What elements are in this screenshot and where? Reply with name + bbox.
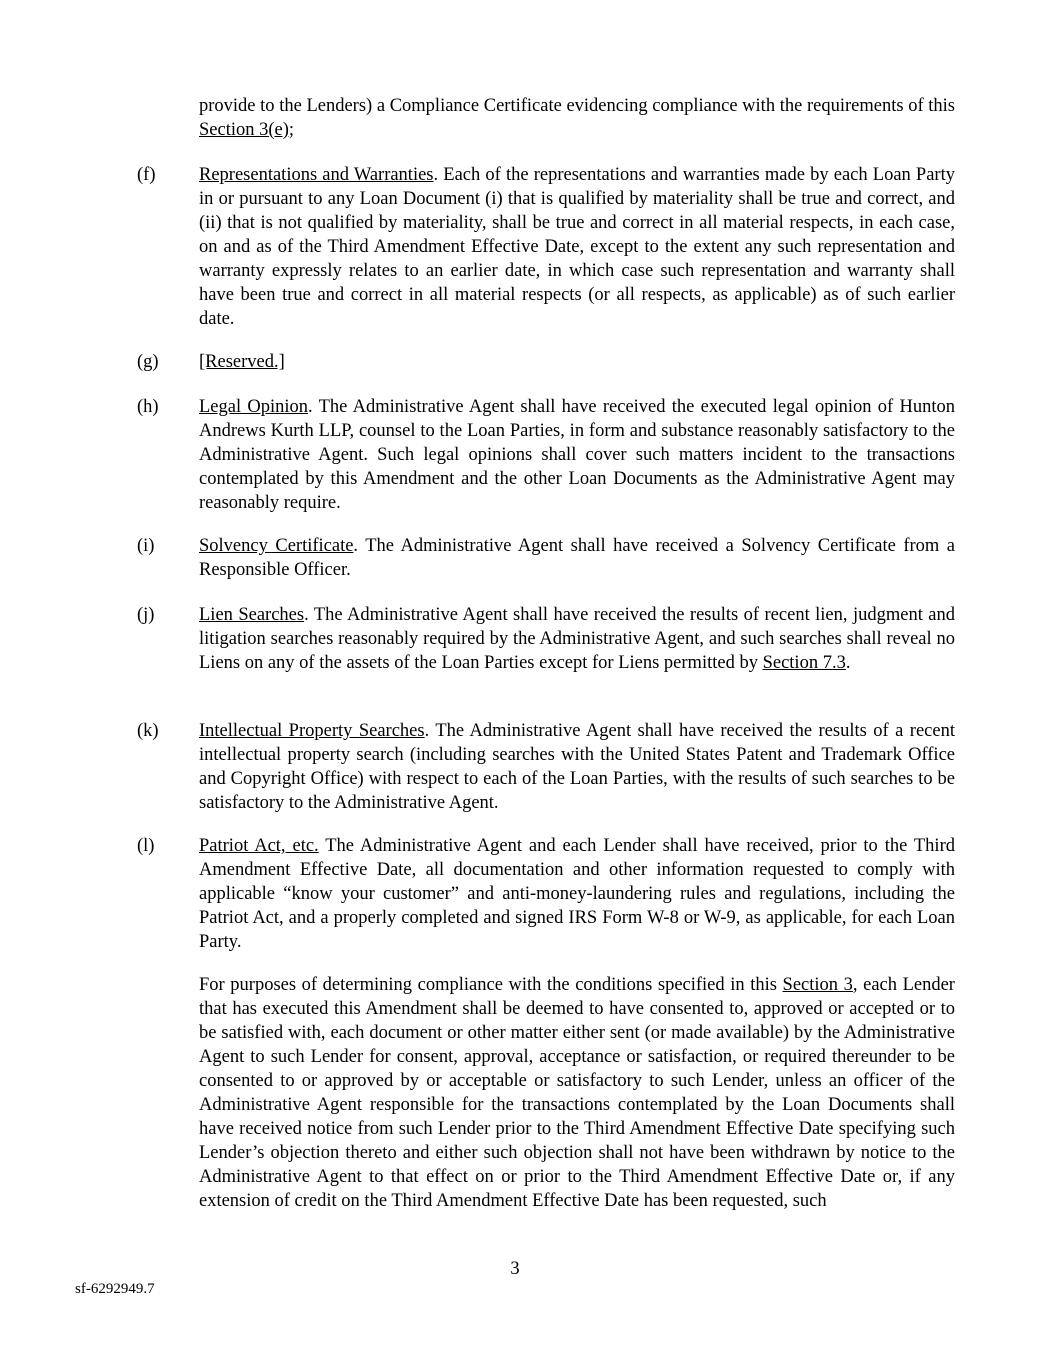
document-id: sf-6292949.7 (75, 1281, 155, 1297)
item-h-heading: Legal Opinion (199, 397, 309, 417)
item-j-heading: Lien Searches (199, 605, 305, 625)
section-reference: Section 3 (782, 975, 853, 995)
item-f-paragraph (199, 163, 955, 331)
item-j-body: . The Administrative Agent shall have received the results of recent lien, judgment and litigation searches reasonably required by the Administrative Agent, and such searches shall reveal no Liens on any of the assets of the Loan Parties except for Liens permitted by (199, 605, 955, 673)
item-label-f: (f) (137, 165, 156, 185)
intro-text-end: ; (288, 120, 295, 140)
closing-text-end: , each Lender that has executed this Amendment shall be deemed to have consented to, approved or accepted or to be satisfied with, each document or other matter either sent (or made available) by the Administrative Agent to such Lender for consent, approval, acceptance or satisfaction, or required thereunder to be consented to or approved by or acceptable or satisfactory to such Lender, unless an officer of the Administrative Agent responsible for the transactions contemplated by the Loan Documents shall have received notice from such Lender prior to the Third Amendment Effective Date specifying such Lender’s objection thereto and either such objection shall not have been withdrawn by notice to the Administrative Agent to that effect on or prior to the Third Amendment Effective Date or, if any extension of credit on the Third Amendment Effective Date has been requested, such (199, 975, 955, 1211)
page-number: 3 (510, 1259, 520, 1279)
item-i-paragraph (199, 534, 955, 582)
item-f-body: . Each of the representations and warranties made by each Loan Party in or pursuant to any Loan Document (i) that is qualified by materiality shall be true and correct, and (ii) that is not qualified by materiality, shall be true and correct in all material respects, in each case, on and as of the Third Amendment Effective Date, except to the extent any such representation and warranty expressly relates to an earlier date, in which case such representation and warranty shall have been true and correct in all material respects (or all respects, as applicable) as of such earlier date. (199, 165, 955, 329)
closing-text: For purposes of determining compliance with the conditions specified in this (199, 975, 783, 995)
item-label-j: (j) (137, 605, 155, 625)
item-k-body: . The Administrative Agent shall have received the results of a recent intellectual property search (including searches with the United States Patent and Trademark Office and Copyright Office) with respect to each of the Loan Parties, with the results of such searches to be satisfactory to the Administrative Agent. (199, 721, 955, 813)
section-reference: Section 3(e) (199, 120, 289, 140)
item-k-heading: Intellectual Property Searches (199, 721, 425, 741)
item-l-heading: Patriot Act, etc. (199, 836, 319, 856)
item-label-h: (h) (137, 397, 159, 417)
item-label-i: (i) (137, 536, 155, 556)
item-j-paragraph (199, 603, 955, 675)
item-h-paragraph (199, 395, 955, 515)
item-g-heading: [Reserved.] (199, 352, 285, 372)
item-label-k: (k) (137, 721, 159, 741)
item-k-paragraph (199, 719, 955, 815)
intro-paragraph (199, 94, 955, 142)
item-label-l: (l) (137, 836, 155, 856)
item-i-heading: Solvency Certificate (199, 536, 354, 556)
intro-text: provide to the Lenders) a Compliance Certificate evidencing compliance with the requirements of this (199, 96, 955, 116)
item-label-g: (g) (137, 352, 159, 372)
section-reference: Section 7.3 (762, 653, 846, 673)
item-l-body: The Administrative Agent and each Lender shall have received, prior to the Third Amendment Effective Date, all documentation and other information requested to comply with applicable “know your customer” and anti-money-laundering rules and regulations, including the Patriot Act, and a properly completed and signed IRS Form W-8 or W-9, as applicable, for each Loan Party. (199, 836, 955, 952)
item-g-paragraph (199, 350, 955, 374)
closing-paragraph (199, 973, 955, 1213)
item-j-end: . (845, 653, 851, 673)
item-l-paragraph (199, 834, 955, 954)
item-i-body: . The Administrative Agent shall have received a Solvency Certificate from a Responsible Officer. (199, 536, 955, 580)
item-h-body: . The Administrative Agent shall have received the executed legal opinion of Hunton Andrews Kurth LLP, counsel to the Loan Parties, in form and substance reasonably satisfactory to the Administrative Agent. Such legal opinions shall cover such matters incident to the transactions contemplated by this Amendment and the other Loan Documents as the Administrative Agent may reasonably require. (199, 397, 955, 513)
item-f-heading: Representations and Warranties (199, 165, 434, 185)
